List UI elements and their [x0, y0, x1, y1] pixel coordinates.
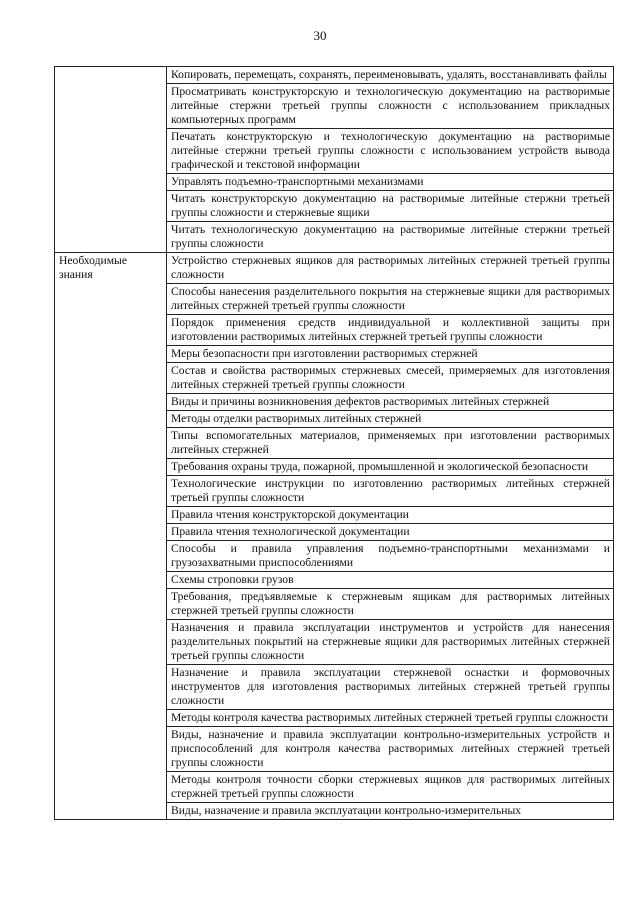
table-cell	[167, 174, 614, 191]
table-cell	[167, 394, 614, 411]
list-item: Порядок применения средств индивидуальной и коллективной защиты при изготовлении растворимых литейных стержней третьей группы сложности	[171, 316, 610, 343]
list-item: Читать технологическую документацию на растворимые литейные стержни третьей группы сложности	[171, 223, 610, 250]
empty-label-cell	[55, 67, 167, 253]
section-label: Необходимые знания	[59, 254, 127, 281]
list-item: Виды, назначение и правила эксплуатации контрольно-измерительных устройств и приспособлений для контроля качества растворимых литейных стержней третьей группы сложности	[171, 728, 610, 769]
table-cell	[167, 589, 614, 620]
table-cell	[167, 459, 614, 476]
table-cell	[167, 772, 614, 803]
list-item: Правила чтения технологической документации	[171, 525, 410, 538]
list-item: Схемы строповки грузов	[171, 573, 294, 586]
list-item: Устройство стержневых ящиков для растворимых литейных стержней третьей группы сложности	[171, 254, 610, 281]
table-cell	[167, 541, 614, 572]
table-row	[55, 67, 614, 84]
table-cell	[167, 284, 614, 315]
table-cell	[167, 710, 614, 727]
list-item: Технологические инструкции по изготовлению растворимых литейных стержней третьей группы сложности	[171, 477, 610, 504]
table-cell	[167, 346, 614, 363]
list-item: Виды и причины возникновения дефектов растворимых литейных стержней	[171, 395, 550, 408]
list-item: Назначение и правила эксплуатации стержневой оснастки и формовочных инструментов для изготовления растворимых литейных стержней третьей группы сложности	[171, 666, 610, 707]
requirements-table	[54, 66, 614, 820]
table-cell	[167, 411, 614, 428]
table-cell	[167, 222, 614, 253]
table-cell	[167, 476, 614, 507]
table-cell	[167, 428, 614, 459]
list-item: Требования, предъявляемые к стержневым ящикам для растворимых литейных стержней третьей группы сложности	[171, 590, 610, 617]
list-item: Методы отделки растворимых литейных стержней	[171, 412, 422, 425]
list-item: Требования охраны труда, пожарной, промышленной и экологической безопасности	[171, 460, 589, 473]
list-item: Правила чтения конструкторской документации	[171, 508, 409, 521]
list-item: Назначения и правила эксплуатации инструментов и устройств для нанесения разделительных покрытий на стержневые ящики для растворимых литейных стержней третьей группы сложности	[171, 621, 610, 662]
table-cell	[167, 507, 614, 524]
list-item: Методы контроля точности сборки стержневых ящиков для растворимых литейных стержней третьей группы сложности	[171, 773, 610, 800]
list-item: Состав и свойства растворимых стержневых смесей, примеряемых для изготовления литейных стержней третьей группы сложности	[171, 364, 610, 391]
table-cell	[167, 803, 614, 820]
table-cell	[167, 129, 614, 174]
list-item: Читать конструкторскую документацию на растворимые литейные стержни третьей группы сложности и стержневые ящики	[171, 192, 610, 219]
table-cell	[167, 665, 614, 710]
table-cell	[167, 572, 614, 589]
list-item: Способы и правила управления подъемно-транспортными механизмами и грузозахватными приспособлениями	[171, 542, 610, 569]
table-cell	[167, 253, 614, 284]
knowledge-label-cell	[55, 253, 167, 820]
list-item: Просматривать конструкторскую и технологическую документацию на растворимые литейные стержни третьей группы сложности с использованием прикладных компьютерных программ	[171, 85, 610, 126]
list-item: Управлять подъемно-транспортными механизмами	[171, 175, 424, 188]
list-item: Типы вспомогательных материалов, применяемых при изготовлении растворимых литейных стержней	[171, 429, 610, 456]
table-cell	[167, 524, 614, 541]
table-cell	[167, 727, 614, 772]
table-row	[55, 253, 614, 284]
list-item: Печатать конструкторскую и технологическую документацию на растворимые литейные стержни третьей группы сложности с использованием устройств вывода графической и текстовой информации	[171, 130, 610, 171]
list-item: Виды, назначение и правила эксплуатации контрольно-измерительных	[171, 804, 522, 817]
table-cell	[167, 363, 614, 394]
table-cell	[167, 67, 614, 84]
list-item: Способы нанесения разделительного покрытия на стержневые ящики для растворимых литейных стержней третьей группы сложности	[171, 285, 610, 312]
list-item: Копировать, перемещать, сохранять, переименовывать, удалять, восстанавливать файлы	[171, 68, 607, 81]
page-number: 30	[313, 28, 327, 43]
table-cell	[167, 315, 614, 346]
table-cell	[167, 620, 614, 665]
table-cell	[167, 84, 614, 129]
list-item: Меры безопасности при изготовлении растворимых стержней	[171, 347, 478, 360]
table-cell	[167, 191, 614, 222]
list-item: Методы контроля качества растворимых литейных стержней третьей группы сложности	[171, 711, 609, 724]
